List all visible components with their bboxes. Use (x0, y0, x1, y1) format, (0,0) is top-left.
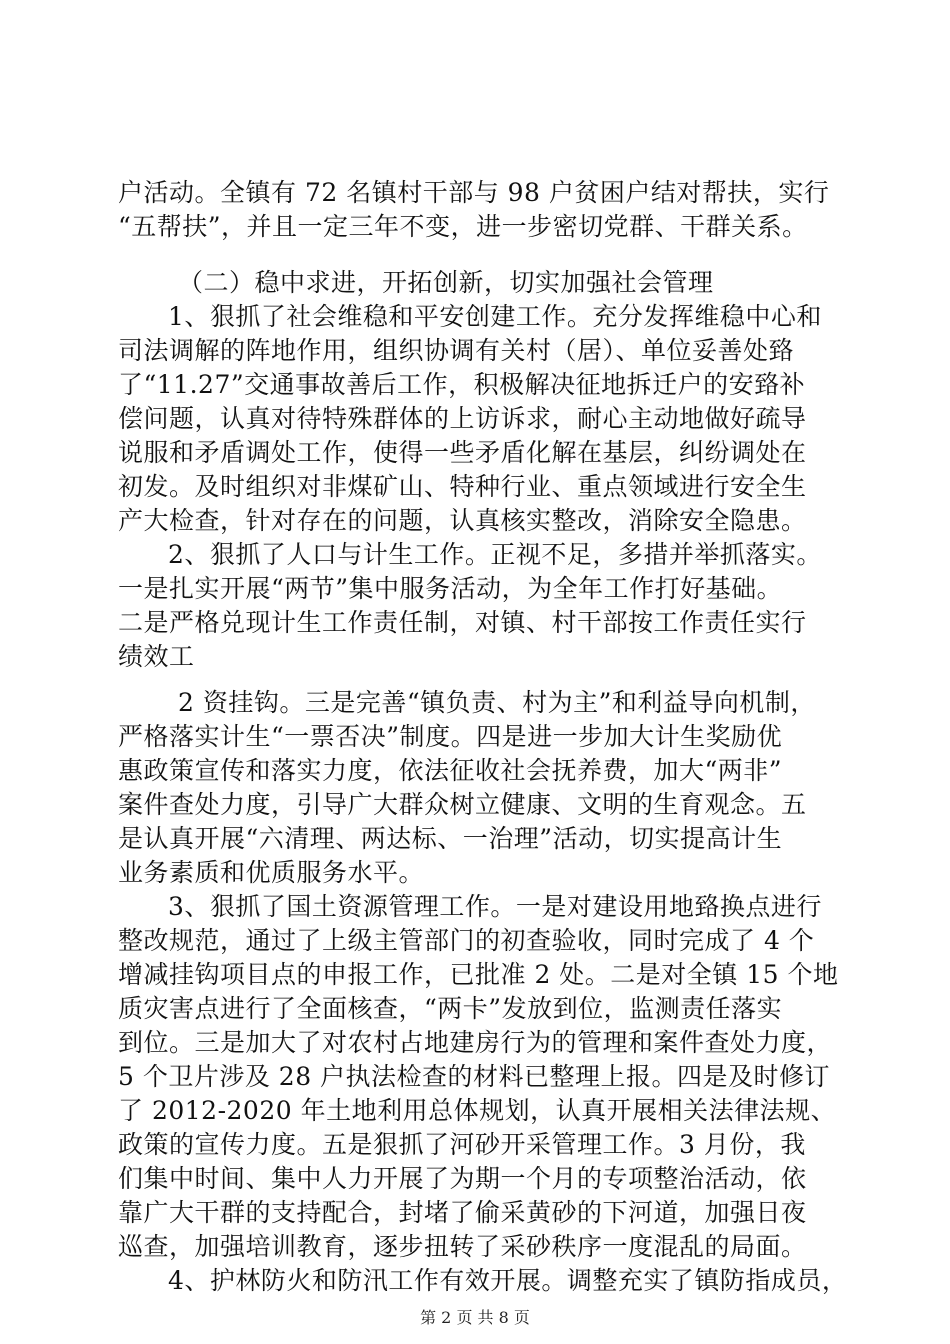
text-line: 靠广大干群的支持配合，封堵了偷采黄砂的下河道，加强日夜 (118, 1198, 807, 1227)
text-line: 到位。三是加大了对农村占地建房行为的管理和案件查处力度， (118, 1028, 833, 1057)
text-line: 巡查，加强培训教育，逐步扭转了采砂秩序一度混乱的局面。 (118, 1232, 807, 1261)
paragraph-start: 3、狠抓了国土资源管理工作。一是对建设用地臵换点进行 (168, 892, 822, 921)
text-line: 惠政策宣传和落实力度，依法征收社会抚养费，加大“两非” (118, 756, 783, 785)
text-line: 案件查处力度，引导广大群众树立健康、文明的生育观念。五 (118, 790, 807, 819)
text-line: 质灾害点进行了全面核查，“两卡”发放到位，监测责任落实 (118, 994, 783, 1023)
text-line: 说服和矛盾调处工作，使得一些矛盾化解在基层，纠纷调处在 (118, 438, 807, 467)
text-line: 整改规范，通过了上级主管部门的初查验收，同时完成了 4 个 (118, 926, 815, 955)
text-line: 司法调解的阵地作用，组织协调有关村（居）、单位妥善处臵 (118, 336, 795, 365)
text-line: 业务素质和优质服务水平。 (118, 858, 425, 887)
paragraph-start: 2 资挂钩。三是完善“镇负责、村为主”和利益导向机制， (178, 688, 816, 717)
text-line: 一是扎实开展“两节”集中服务活动，为全年工作打好基础。 (118, 574, 783, 603)
text-line: 绩效工 (118, 642, 195, 671)
text-line: “五帮扶”，并且一定三年不变，进一步密切党群、干群关系。 (118, 212, 808, 241)
text-line: 严格落实计生“一票否决”制度。四是进一步加大计生奖励优 (118, 722, 783, 751)
text-line: 们集中时间、集中人力开展了为期一个月的专项整治活动，依 (118, 1164, 807, 1193)
text-line: 是认真开展“六清理、两达标、一治理”活动，切实提高计生 (118, 824, 783, 853)
paragraph-start: 4、护林防火和防汛工作有效开展。调整充实了镇防指成员， (168, 1266, 848, 1295)
page-number-footer: 第 2 页 共 8 页 (420, 1308, 530, 1327)
text-line: 偿问题，认真对待特殊群体的上访诉求，耐心主动地做好疏导 (118, 404, 807, 433)
text-line: 了 2012-2020 年土地利用总体规划，认真开展相关法律法规、 (118, 1096, 837, 1125)
text-line: 产大检查，针对存在的问题，认真核实整改，消除安全隐患。 (118, 506, 807, 535)
paragraph-start: 1、狠抓了社会维稳和平安创建工作。充分发挥维稳中心和 (168, 302, 822, 331)
text-line: 增减挂钩项目点的申报工作，已批准 2 处。二是对全镇 15 个地 (118, 960, 839, 989)
text-line: 二是严格兑现计生工作责任制，对镇、村干部按工作责任实行 (118, 608, 807, 637)
paragraph-start: 2、狠抓了人口与计生工作。正视不足，多措并举抓落实。 (168, 540, 822, 569)
text-line: 5 个卫片涉及 28 户执法检查的材料已整理上报。四是及时修订 (118, 1062, 831, 1091)
text-line: 户活动。全镇有 72 名镇村干部与 98 户贫困户结对帮扶，实行 (118, 178, 830, 207)
text-line: 政策的宣传力度。五是狠抓了河砂开采管理工作。3 月份，我 (118, 1130, 806, 1159)
text-line: 初发。及时组织对非煤矿山、特种行业、重点领域进行安全生 (118, 472, 807, 501)
text-line: 了“11.27”交通事故善后工作，积极解决征地拆迁户的安臵补 (118, 370, 806, 399)
section-heading: （二）稳中求进，开拓创新，切实加强社会管理 (178, 268, 714, 297)
